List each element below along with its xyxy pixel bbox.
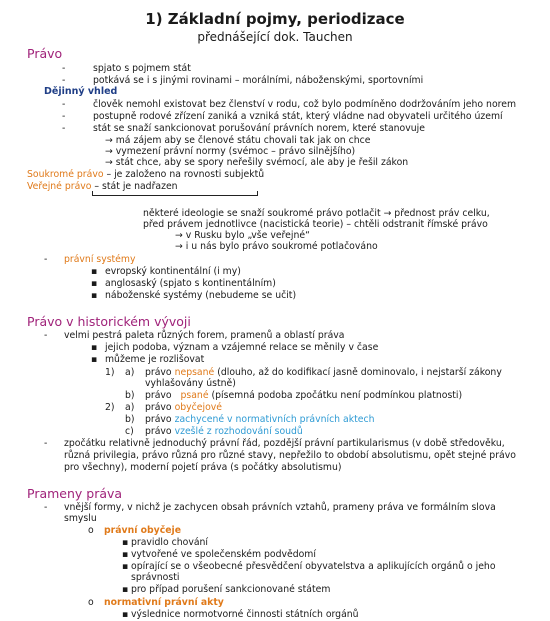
text-line: smyslu: [64, 513, 97, 524]
heading-pravo: Právo: [27, 46, 63, 61]
text-line: výslednice normotvorné činnosti státních orgánů: [131, 609, 359, 620]
soukrome-pravo-line: [27, 169, 264, 181]
bullet-dash: -: [44, 254, 48, 265]
heading-pravo-v-historickem-vyvoji: Právo v historickém vývoji: [27, 314, 191, 329]
bullet-dash: -: [44, 438, 48, 449]
text-line: stát se snaží sankcionovat porušování právních norem, které stanovuje: [93, 123, 425, 134]
bullet-dash: -: [44, 330, 48, 341]
list-letter: b): [125, 390, 135, 401]
soukrome-pravo-text: – je založeno na rovnosti subjektů: [103, 169, 265, 180]
verejne-pravo-text: – stát je nadřazen: [91, 181, 178, 192]
bullet-square: ▪: [91, 278, 98, 289]
bullet-square: ▪: [122, 561, 129, 572]
text-span: právo: [145, 402, 175, 413]
text-span: (dlouho, až do kodifikací jasně dominovalo, i nejstarší zákony: [214, 367, 502, 378]
text-line: potkává se i s jinými rovinami – morálními, náboženskými, sportovními: [93, 75, 424, 86]
bullet-dash: -: [62, 99, 66, 110]
text-line: pro všechny), moderní pojetí práva (s počátky absolutismu): [64, 462, 342, 473]
text-span: právo: [145, 367, 175, 378]
heading-prameny-prava: Prameny práva: [27, 486, 123, 501]
text-line: zpočátku relativně jednoduchý právní řád, pozdější právní partikularismus (v době středověku,: [64, 438, 505, 449]
arrow-line: → stát chce, aby se spory neřešily svémocí, ale aby je řešil zákon: [105, 157, 409, 168]
text-line: různá privilegia, právo různá pro různé stavy, nepřežilo to období absolutismu, opět stejné právo: [64, 450, 516, 461]
text-line: opírající se o všeobecné přesvědčení obyvatelstva a aplikujících orgánů o jeho: [131, 561, 496, 572]
normativni-label: zachycené v normativních právních aktech: [174, 414, 375, 425]
bullet-dash: -: [62, 123, 66, 134]
subheading-dejinny-vhled: Dějinný vhled: [44, 86, 118, 97]
nepsane-label: nepsané: [174, 367, 215, 378]
bullet-square: ▪: [122, 537, 129, 548]
list-letter: a): [125, 402, 135, 413]
bullet-dash: -: [62, 75, 66, 86]
obycejove-label: obyčejové: [174, 402, 222, 413]
list-number: 1): [105, 367, 115, 378]
text-line: před právem jednotlivce (nacistická teorie) – chtěli odstranit římské právo: [143, 219, 488, 230]
text-line: jejich podoba, význam a vzájemné relace se měnily v čase: [105, 342, 379, 353]
bullet-square: ▪: [91, 342, 98, 353]
text-span: právo: [145, 390, 181, 401]
text-line: spjato s pojmem stát: [93, 63, 191, 74]
text-line: vnější formy, v nichž je zachycen obsah právních vztahů, prameny práva ve formálním slova: [64, 502, 496, 513]
text-line: vytvořené ve společenském podvědomí: [131, 549, 316, 560]
bullet-dash: -: [62, 63, 66, 74]
normativni-pravo-line: [145, 414, 374, 426]
bullet-square: ▪: [91, 266, 98, 277]
arrow-line: → vymezení právní normy (svémoc – právo silnějšího): [105, 146, 356, 157]
bullet-circle: o: [88, 525, 94, 536]
text-line: správnosti: [131, 572, 180, 583]
psane-pravo-line: [145, 390, 462, 402]
arrow-line: → v Rusku bylo „vše veřejné“: [175, 230, 310, 241]
bullet-circle: o: [88, 597, 94, 608]
list-letter: c): [125, 426, 134, 437]
text-line: velmi pestrá paleta různých forem, pramenů a oblastí práva: [64, 330, 345, 341]
bullet-square: ▪: [122, 609, 129, 620]
text-line: náboženské systémy (nebudeme se učit): [105, 290, 297, 301]
bullet-square: ▪: [91, 354, 98, 365]
bullet-square: ▪: [122, 549, 129, 560]
bullet-dash: -: [62, 111, 66, 122]
text-line: vyhlašovány ústně): [145, 378, 236, 389]
text-line: evropský kontinentální (i my): [105, 266, 241, 277]
text-line: můžeme je rozlišovat: [105, 354, 205, 365]
arrow-line: → má zájem aby se členové státu chovali tak jak on chce: [105, 135, 371, 146]
text-line: člověk nemohl existovat bez členství v rodu, což bylo podmíněno dodržováním jeho norem: [93, 99, 517, 110]
soudni-pravo-line: [145, 426, 303, 438]
arrow-line: → i u nás bylo právo soukromé potlačováno: [175, 241, 378, 252]
text-line: pravidlo chování: [131, 537, 208, 548]
text-span: (písemná podoba zpočátku není podmínkou platnosti): [208, 390, 463, 401]
text-line: některé ideologie se snaží soukromé právo potlačit → přednost práv celku,: [143, 208, 490, 219]
verejne-pravo-label: Veřejné právo: [27, 181, 92, 192]
normativni-pravni-akty-label: normativní právní akty: [104, 597, 224, 608]
text-line: postupně rodové zřízení zaniká a vzniká stát, který vládne nad obyvateli určitého území: [93, 111, 503, 122]
text-line: anglosaský (spjato s kontinentálním): [105, 278, 276, 289]
soukrome-pravo-label: Soukromé právo: [27, 169, 104, 180]
list-letter: b): [125, 414, 135, 425]
pravni-obyceje-label: právní obyčeje: [104, 525, 182, 536]
text-span: právo: [145, 414, 175, 425]
brace-bracket: [92, 191, 258, 196]
obycejove-pravo-line: [145, 402, 222, 414]
page-title: 1) Základní pojmy, periodizace: [145, 10, 405, 28]
soudni-label: vzešlé z rozhodování soudů: [174, 426, 303, 437]
list-letter: a): [125, 367, 135, 378]
page-subtitle: přednášející dok. Tauchen: [197, 30, 353, 44]
bullet-square: ▪: [122, 584, 129, 595]
pravni-systemy-label: právní systémy: [64, 254, 136, 265]
text-line: pro případ porušení sankcionované státem: [131, 584, 331, 595]
psane-label: psané: [180, 390, 209, 401]
bullet-dash: -: [44, 502, 48, 513]
list-number: 2): [105, 402, 115, 413]
bullet-square: ▪: [91, 290, 98, 301]
text-span: právo: [145, 426, 175, 437]
